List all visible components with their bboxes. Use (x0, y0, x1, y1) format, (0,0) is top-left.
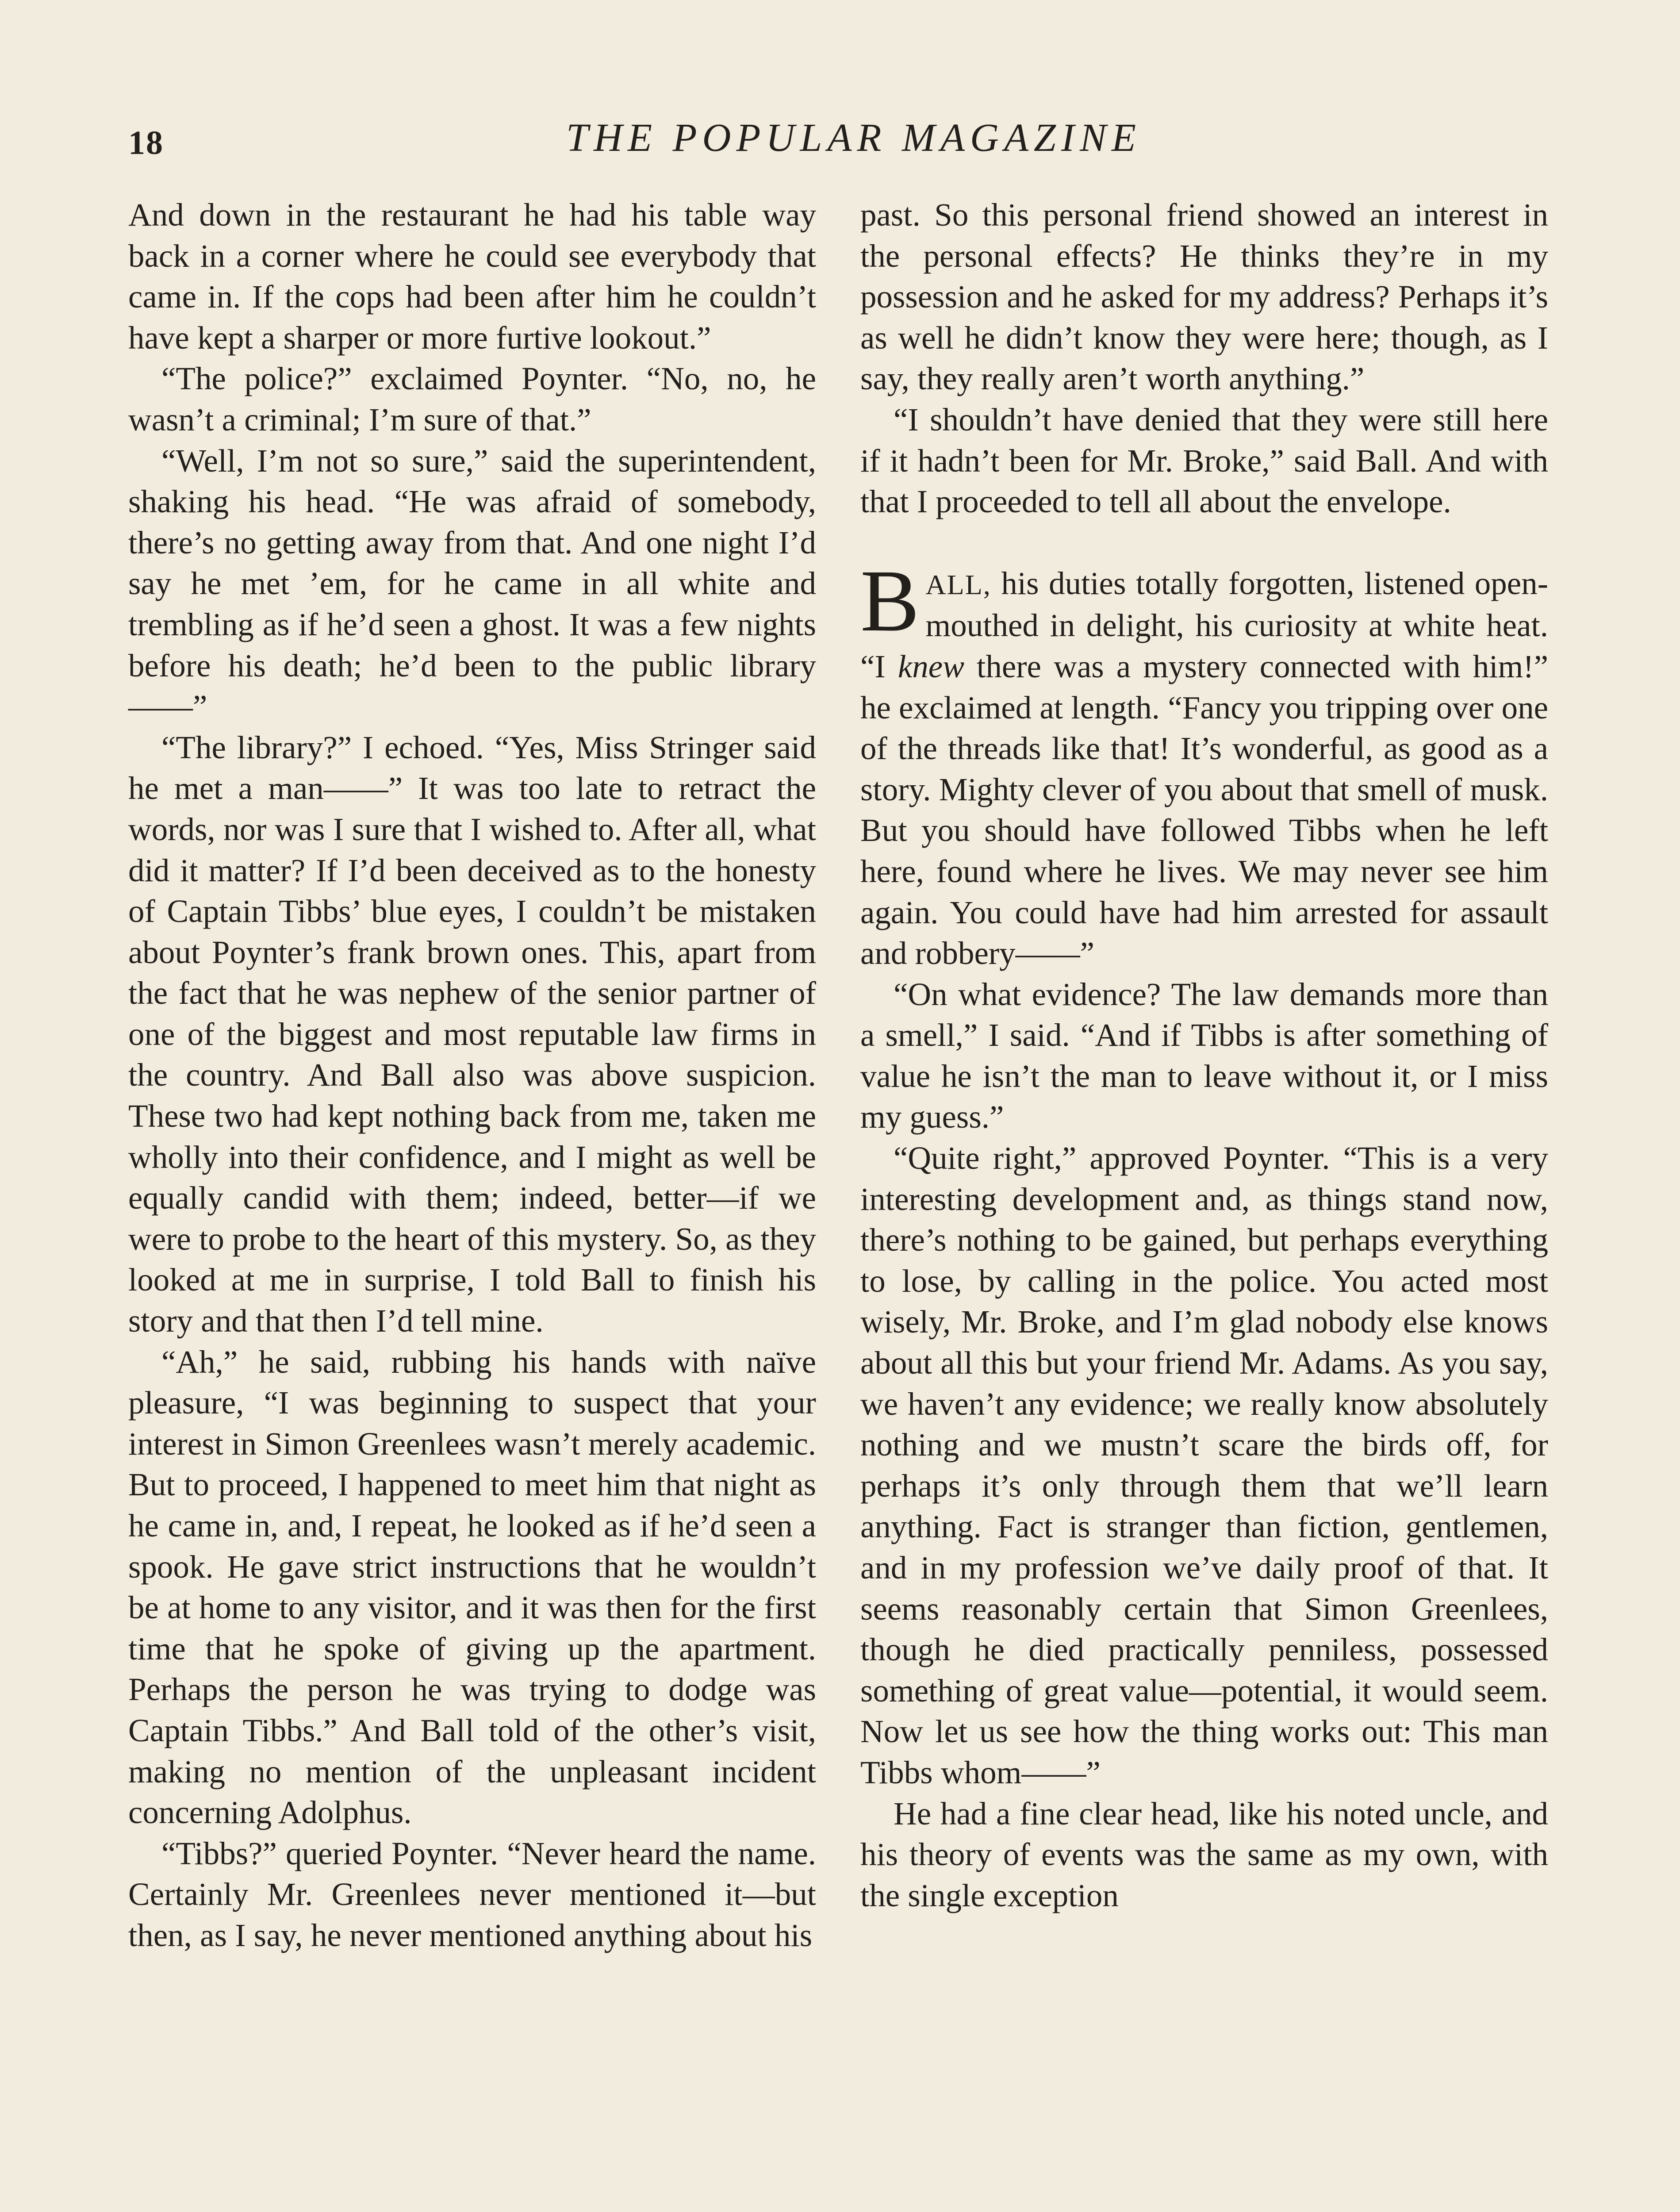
emphasis: knew (898, 648, 964, 684)
paragraph: And down in the restaurant he had his table way back in a corner where he could see everybody that came in. If the cops had been after him he couldn’t have kept a sharper or more furtive lookout.” (128, 197, 816, 356)
section-start-paragraph (860, 552, 1548, 974)
paragraph: “Well, I’m not so sure,” said the superintendent, shaking his head. “He was afraid of somebody, there’s no getting away from that. And one night I’d say he met ’em, for he came in all white and trembling as if he’d seen a ghost. It was a few nights before his death; he’d been to the public library——” (128, 442, 816, 725)
small-caps-lead: ALL, (925, 568, 991, 600)
paragraph-text: there was a mystery connected with him!” he exclaimed at length. “Fancy you tripping over one of the threads like that! It’s wonderful, as good as a story. Mighty clever of you about that smell of musk. But you should have followed Tibbs when he left here, found where he lives. We may never see him again. You could have had him arrested for assault and robbery——” (860, 648, 1548, 972)
running-title: THE POPULAR MAGAZINE (566, 116, 1141, 160)
paragraph: “I shouldn’t have denied that they were still here if it hadn’t been for Mr. Broke,” said Ball. And with that I proceeded to tell all about the envelope. (860, 401, 1548, 520)
drop-cap: B (860, 552, 920, 650)
paragraph: “Quite right,” approved Poynter. “This is a very interesting development and, as things stand now, there’s nothing to be gained, but perhaps everything to lose, by calling in the police. You acted most wisely, Mr. Broke, and I’m glad nobody else knows about all this but your friend Mr. Adams. As you say, we haven’t any evidence; we really know absolutely nothing and we mustn’t scare the birds off, for perhaps it’s only through them that we’ll learn anything. Fact is stranger than fiction, gentlemen, and in my profession we’ve daily proof of that. It seems reasonably certain that Simon Greenlees, though he died practically penniless, possessed something of great value—potential, it would seem. Now let us see how the thing works out: This man Tibbs whom——” (860, 1140, 1548, 1790)
paragraph: “Ah,” he said, rubbing his hands with naïve pleasure, “I was beginning to suspect that your interest in Simon Greenlees wasn’t merely academic. But to proceed, I happened to meet him that night as he came in, and, I repeat, he looked as if he’d seen a spook. He gave strict instructions that he wouldn’t be at home to any visitor, and it was then for the first time that he spoke of giving up the apartment. Perhaps the person he was trying to dodge was Captain Tibbs.” And Ball told of the other’s visit, making no mention of the unpleasant incident concerning Adolphus. (128, 1344, 816, 1831)
paragraph: past. So this personal friend showed an interest in the personal effects? He thinks they’re in my possession and he asked for my address? Perhaps it’s as well he didn’t know they were here; though, as I say, they really aren’t worth anything.” (860, 197, 1548, 397)
left-column (128, 195, 816, 1956)
paragraph: “On what evidence? The law demands more than a smell,” I said. “And if Tibbs is after something of value he isn’t the man to leave without it, or I miss my guess.” (860, 976, 1548, 1135)
paragraph: “The police?” exclaimed Poynter. “No, no, he wasn’t a criminal; I’m sure of that.” (128, 361, 816, 438)
page-number: 18 (128, 124, 164, 161)
paragraph-text: his duties totally forgotten, listened open-mouthed in delight, his curiosity at white heat. “I (860, 565, 1548, 684)
page-header (128, 106, 1561, 181)
paragraph: “The library?” I echoed. “Yes, Miss Stringer said he met a man——” It was too late to retract the words, nor was I sure that I wished to. After all, what did it matter? If I’d been deceived as to the honesty of Captain Tibbs’ blue eyes, I couldn’t be mistaken about Poynter’s frank brown ones. This, apart from the fact that he was nephew of the senior partner of one of the biggest and most reputable law firms in the country. And Ball also was above suspicion. These two had kept nothing back from me, taken me wholly into their confidence, and I might as well be equally candid with them; indeed, better—if we were to probe to the heart of this mystery. So, as they looked at me in surprise, I told Ball to finish his story and that then I’d tell mine. (128, 729, 816, 1339)
right-column (860, 195, 1548, 1916)
paragraph: He had a fine clear head, like his noted uncle, and his theory of events was the same as my own, with the single exception (860, 1795, 1548, 1913)
paragraph: “Tibbs?” queried Poynter. “Never heard the name. Certainly Mr. Greenlees never mentioned it—but then, as I say, he never mentioned anything about his (128, 1835, 816, 1953)
